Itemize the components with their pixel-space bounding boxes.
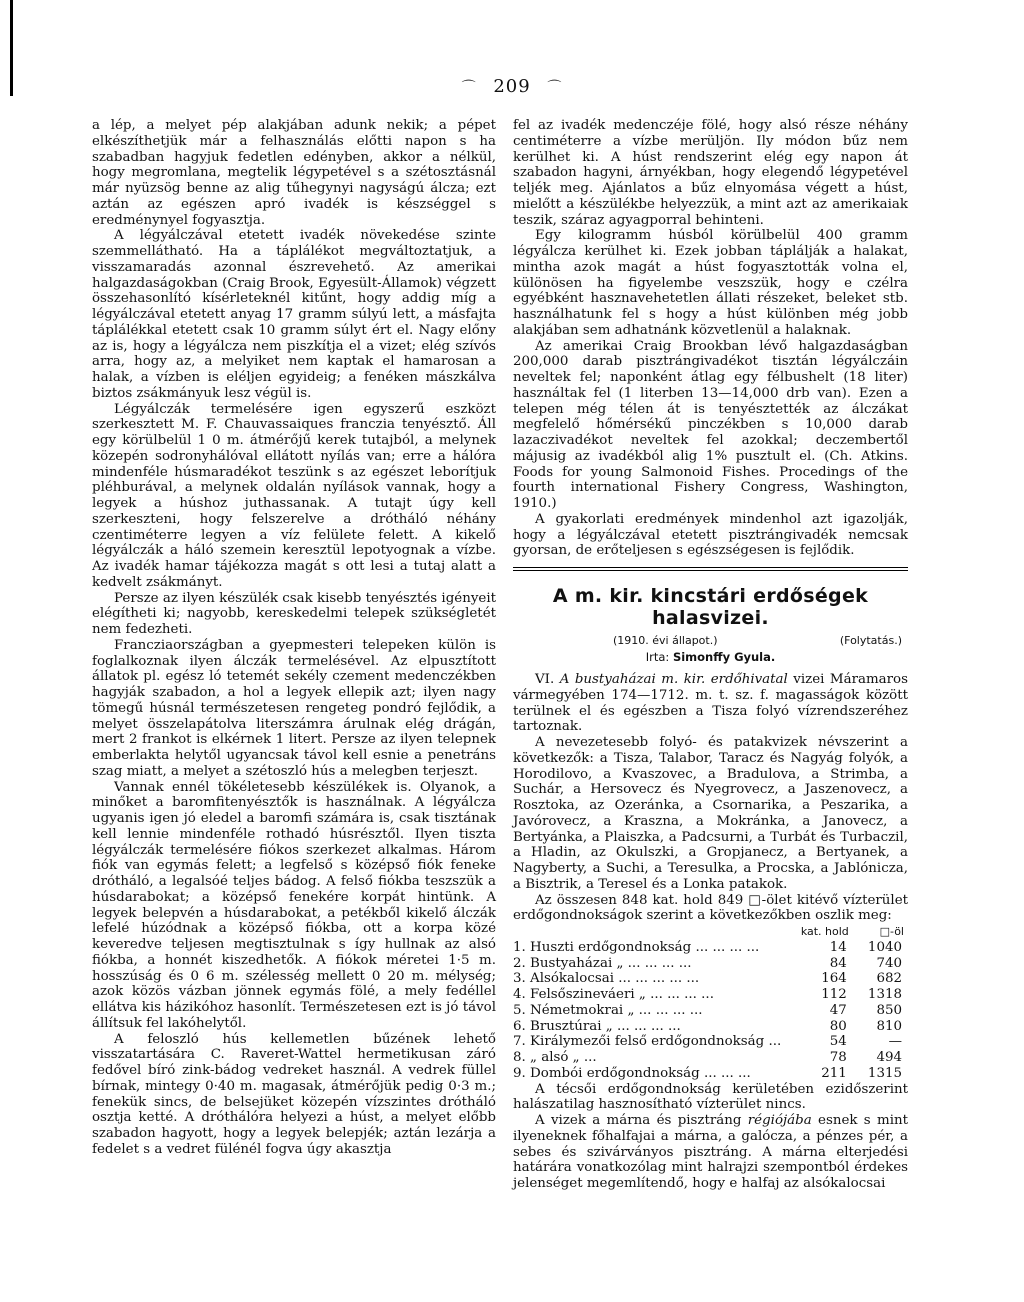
table-row [513, 1034, 908, 1050]
table-row [513, 1066, 908, 1082]
paragraph: Egy kilogramm húsból körülbelül 400 gramm légyálcza kerülhet ki. Ezek jobban táplálják a halakat, mintha azok magát a húst fogyasztották volna el, különösen ha figyelembe veszszük, hogy e czélra egyébként hasznavehetetlen állati részeket, beleket stb. használhatunk fel s hogy a húst különben még jobb alakjában sem adhatnánk közvetlenül a halaknak. [513, 228, 908, 338]
paragraph: Az összesen 848 kat. hold 849 □-ölet kitévő vízterület erdőgondnokságok szerint a következőkben oszlik meg: [513, 892, 908, 924]
author-name: Simonffy Gyula. [672, 650, 776, 664]
office-name: A bustyaházai m. kir. erdőhivatal [559, 672, 788, 687]
table-row [513, 1050, 908, 1066]
table-cell-ol: 1040 [867, 939, 902, 955]
paragraph: A feloszló hús kellemetlen bűzének lehető visszatartására C. Raveret-Wattel hermetikusan záró fedővel bíró zink-bádog vedreket használ. A vedrek füllel bírnak, mintegy 0·40 m. magasak, átmérőjük pedig 0·3 m.; fenekük sincs, de belsejüket közepén vízszintes drótháló osztja ketté. A dróthálóra helyezi a húst, a melyet előbb szabadon hagyott, hogy a legyek belepjék; aztán lezárja a fedelet s a vedret fülénél fogva úgy akasztja [92, 1031, 496, 1157]
table-cell-name: 3. Alsókalocsai ... ... ... ... ... [513, 971, 700, 987]
paragraph [513, 672, 908, 735]
paragraph-rest: vizei Máramaros vármegyében 174—1712. m. t. sz. f. magasságok között terülnek el és egészben a Tisza folyó vízrendszeréhez tartoznak. [513, 672, 908, 735]
table-header-hold: kat. hold [800, 925, 849, 938]
author-prefix: Irta: [645, 650, 670, 664]
paragraph: Francziaországban a gyepmesteri telepeken külön is foglalkoznak ilyen álczák termelésével. Az elpusztított állatok pl. egész ló tetemét sekély czement medenczékben hagyják szabadon, a hol a legyek ellepik azt; ilyen nagy tömegű húsnál természetesen rengeteg pondró fejlődik, a melyet összelapátolva literszámra árulnak elég drágán, mert 2 frankot is elkérnek 1 litert. Persze az ilyen telepnek emberlakta helytől ugyancsak távol kell esnie a penetráns szag miatt, a melyet a szétoszló hús a melegben terjeszt. [92, 637, 496, 779]
section-continued: (Folytatás.) [839, 634, 902, 647]
table-cell-ol: 740 [876, 955, 902, 971]
region-term: régiójába [747, 1113, 812, 1128]
water-area-table [513, 924, 908, 1082]
table-row [513, 1003, 908, 1019]
table-header-row [513, 924, 908, 940]
table-cell-hold: 164 [821, 971, 847, 987]
paragraph-post: esnek s mint ilyeneknek főhalfajai a márna, a galócza, a pénzes pér, a sebes és szivárványos pisztráng. A márna elterjedési határára vonatkozólag mint halrajzi szempontból érdekes jelenséget megemlítendő, hogy e halfaj az alsókalocsai [513, 1113, 908, 1191]
paragraph: fel az ivadék medenczéje fölé, hogy alsó része néhány centiméterre a vízbe merüljön. Ily módon bűz nem kerülhet ki. A húst rendszerint elég egy napon át szabadon hagyni, árnyékban, hogy elegendő légypetével teljék meg. Ajánlatos a bűz elnyomása végett a húst, mielőtt a készülékbe helyezzük, a mint azt az amerikaiak teszik, száraz agyagporral behinteni. [513, 118, 908, 228]
table-cell-hold: 84 [829, 955, 847, 971]
table-row [513, 1019, 908, 1035]
table-cell-name: 7. Királymezői felső erdőgondnokság ... [513, 1034, 782, 1050]
section-year: (1910. évi állapot.) [613, 634, 718, 647]
section-title: A m. kir. kincstári erdőségek halasvizei. [552, 585, 869, 629]
paragraph: a lép, a melyet pép alakjában adunk nekik; a pépet elkészíthetjük már a felhasználás előtti napon s ha szabadban hagyjuk fedetlen edényben, akkor a nélkül, hogy megromlana, megtelik légypetével s a szétosztásnál már nyüzsög benne az alig tűhegynyi nagyságú álcza; ezt aztán az egészen apró ivadék is készséggel s eredménynyel fogyasztja. [92, 118, 496, 228]
table-cell-ol: 494 [876, 1050, 902, 1065]
table-cell-hold: 14 [829, 939, 847, 955]
ornament-right-icon: ⌒ [547, 80, 563, 96]
table-row [513, 971, 908, 987]
paragraph: A gyakorlati eredmények mindenhol azt igazolják, hogy a légyálczával etetett pisztrángivadék nemcsak gyorsan, de erőteljesen s egészségesen is fejlődik. [513, 511, 908, 559]
table-cell-name: 6. Brusztúrai „ ... ... ... ... [513, 1018, 681, 1034]
table-header-ol: □-öl [879, 925, 904, 938]
table-cell-hold: 54 [829, 1034, 847, 1050]
table-cell-ol: 850 [876, 1002, 902, 1018]
table-row [513, 956, 908, 972]
table-cell-ol: 1315 [867, 1065, 902, 1081]
table-cell-name: 1. Huszti erdőgondnokság ... ... ... ... [513, 939, 760, 955]
paragraph-lead: VI. [535, 672, 555, 687]
section-subline [513, 633, 908, 648]
table-cell-ol: 682 [876, 971, 902, 987]
table-cell-hold: 78 [829, 1050, 847, 1065]
section-divider [513, 567, 908, 571]
table-row [513, 940, 908, 956]
paragraph-pre: A vizek a márna és pisztráng [535, 1113, 748, 1128]
table-cell-name: 4. Felsőszineváeri „ ... ... ... ... [513, 987, 714, 1002]
page-header [0, 76, 1024, 100]
paragraph: Persze az ilyen készülék csak kisebb tenyésztés igényeit elégítheti ki; nagyobb, kereskedelmi telepek szükségletét nem fedezheti. [92, 590, 496, 637]
table-cell-hold: 80 [829, 1018, 847, 1034]
paragraph: A légyálczával etetett ivadék növekedése szinte szemmellátható. Ha a táplálékot megváltoztatjuk, a visszamaradás azonnal észrevehető. Az amerikai halgazdaságokban (Craig Brook, Egyesült-Államok) végzett összehasonlító kísérleteknél kitűnt, hogy addig míg a légyálczával etetett anyag 17 gramm súlyú lett, a másfajta táplálékkal etetett csak 10 gramm súlyt ért el. Nagy előny az is, hogy a légyálcza nem piszkítja el a vizet; elég szívós arra, hogy az, a melyiket nem kaptak el hamarosan a halak, a vízben is eléljen egyideig; a fenéken mászkálva biztos zsákmányuk lesz végül is. [92, 228, 496, 401]
table-cell-name: 9. Dombói erdőgondnokság ... ... ... [513, 1065, 751, 1081]
ornament-left-icon: ⌒ [461, 80, 477, 96]
paragraph: A técsői erdőgondnokság kerületében ezidőszerint halászatilag hasznosítható vízterület nincs. [513, 1081, 908, 1113]
paragraph: Vannak ennél tökéletesebb készülékek is. Olyanok, a minőket a baromfitenyésztők is használnak. A légyálcza ugyanis igen jó eledel a baromfi számára is, csak tisztának kell lennie mindenféle rothadó húsrésztől. Ilyen tiszta légyálczák termelésére fiókos szerkezet alkalmas. Három fiók van egymás felett; a legfelső s középső fiók feneke drótháló, a legalsóé teljes bádog. A felső fiókba teszszük a húsdarabokat; a középső fenekére korpát hintünk. A legyek belepvén a húsdarabokat, a petékből kikelő álczák lefelé húzódnak a középső fiókba, ott a korpa közé keveredve teljesen megtisztulnak s így hullnak az alsó fiókba, a honnét kiszedhetők. A fiókok méretei 1·5 m. hosszúság és 0 6 m. szélesség mellett 0 20 m. mélység; azok közös vázban jönnek egymás fölé, a mely fedéllel ellátva kis házikóhoz hasonlít. Természetesen ezt is jó távol állítsuk fel lakóhelytől. [92, 779, 496, 1031]
table-cell-name: 5. Németmokrai „ ... ... ... ... [513, 1002, 703, 1018]
table-cell-ol: 1318 [867, 987, 902, 1002]
paragraph: A nevezetesebb folyó- és patakvizek névszerint a következők: a Tisza, Talabor, Taracz és Nagyág folyók, a Horodilovo, a Kvaszovec, a Bradulova, a Strimba, a Suchár, a Hersovecz és Nyegrovecz, a Jaszenovecz, a Rosztoka, az Ozeránka, a Csornarika, a Peszarika, a Javórovecz, a Kraszna, a Mokránka, a Janovecz, a Bertyánka, a Plaiszka, a Padcsurni, a Turbát és Turbaczil, a Hladin, az Okulszki, a Gropjanecz, a Bertyanek, a Nagyberty, a Suchi, a Teresulka, a Procska, a Jablónicza, a Bisztrik, a Teresel és a Lonka patakok. [513, 735, 908, 892]
right-column [513, 118, 908, 1192]
paragraph [513, 1113, 908, 1192]
table-cell-hold: 47 [829, 1002, 847, 1018]
table-cell-name: 8. „ alsó „ ... [513, 1050, 597, 1065]
table-header-name [513, 924, 781, 940]
page-number: 209 [493, 76, 531, 97]
paragraph: Légyálczák termelésére igen egyszerű eszközt szerkesztett M. F. Chauvassaiques franczia tenyésztő. Áll egy körülbelül 1 0 m. átmérőjű kerek tutajból, a melynek közepén sodronyhálóval ellátott nyílás van; erre a hálóra mindenféle húsmaradékot teszünk s az egészet leborítjuk pléhburával, a melynek oldalán nyílások vannak, hogy a legyek a húshoz juthassanak. A tutajt úgy kell szerkeszteni, hogy felszerelve a drótháló néhány czentiméterre legyen a víz felülete felett. A kikelő légyálczák a háló szemein keresztül lepotyognak a vízbe. Az ivadék hamar tájékozza magát s ott lesi a tutaj alatt a kedvelt zsákmányt. [92, 401, 496, 590]
table-cell-name: 2. Bustyaházai „ ... ... ... ... [513, 955, 692, 971]
table-cell-ol: — [888, 1034, 902, 1050]
table-cell-ol: 810 [876, 1018, 902, 1034]
paragraph: Az amerikai Craig Brookban lévő halgazdaságban 200,000 darab pisztrángivadékot tisztán légyálczáin neveltek fel; naponként átlag egy félbushelt (18 liter) használtak fel (1 literben 13—14,000 drb van). Ezen a telepen még télen át is tenyésztették az álczákat megfelelő hőmérsékű pinczékben s 10,000 darab lazaczivadékot neveltek fel azokkal; deczembertől májusig az ivadékból alig 1% pusztult el. (Ch. Atkins. Foods for young Salmonoid Fishes. Procedings of the fourth international Fishery Congress, Washington, 1910.) [513, 338, 908, 511]
left-column [92, 118, 496, 1158]
table-row [513, 987, 908, 1003]
table-cell-hold: 112 [821, 987, 847, 1002]
author-line [513, 648, 908, 666]
table-cell-hold: 211 [821, 1065, 847, 1081]
